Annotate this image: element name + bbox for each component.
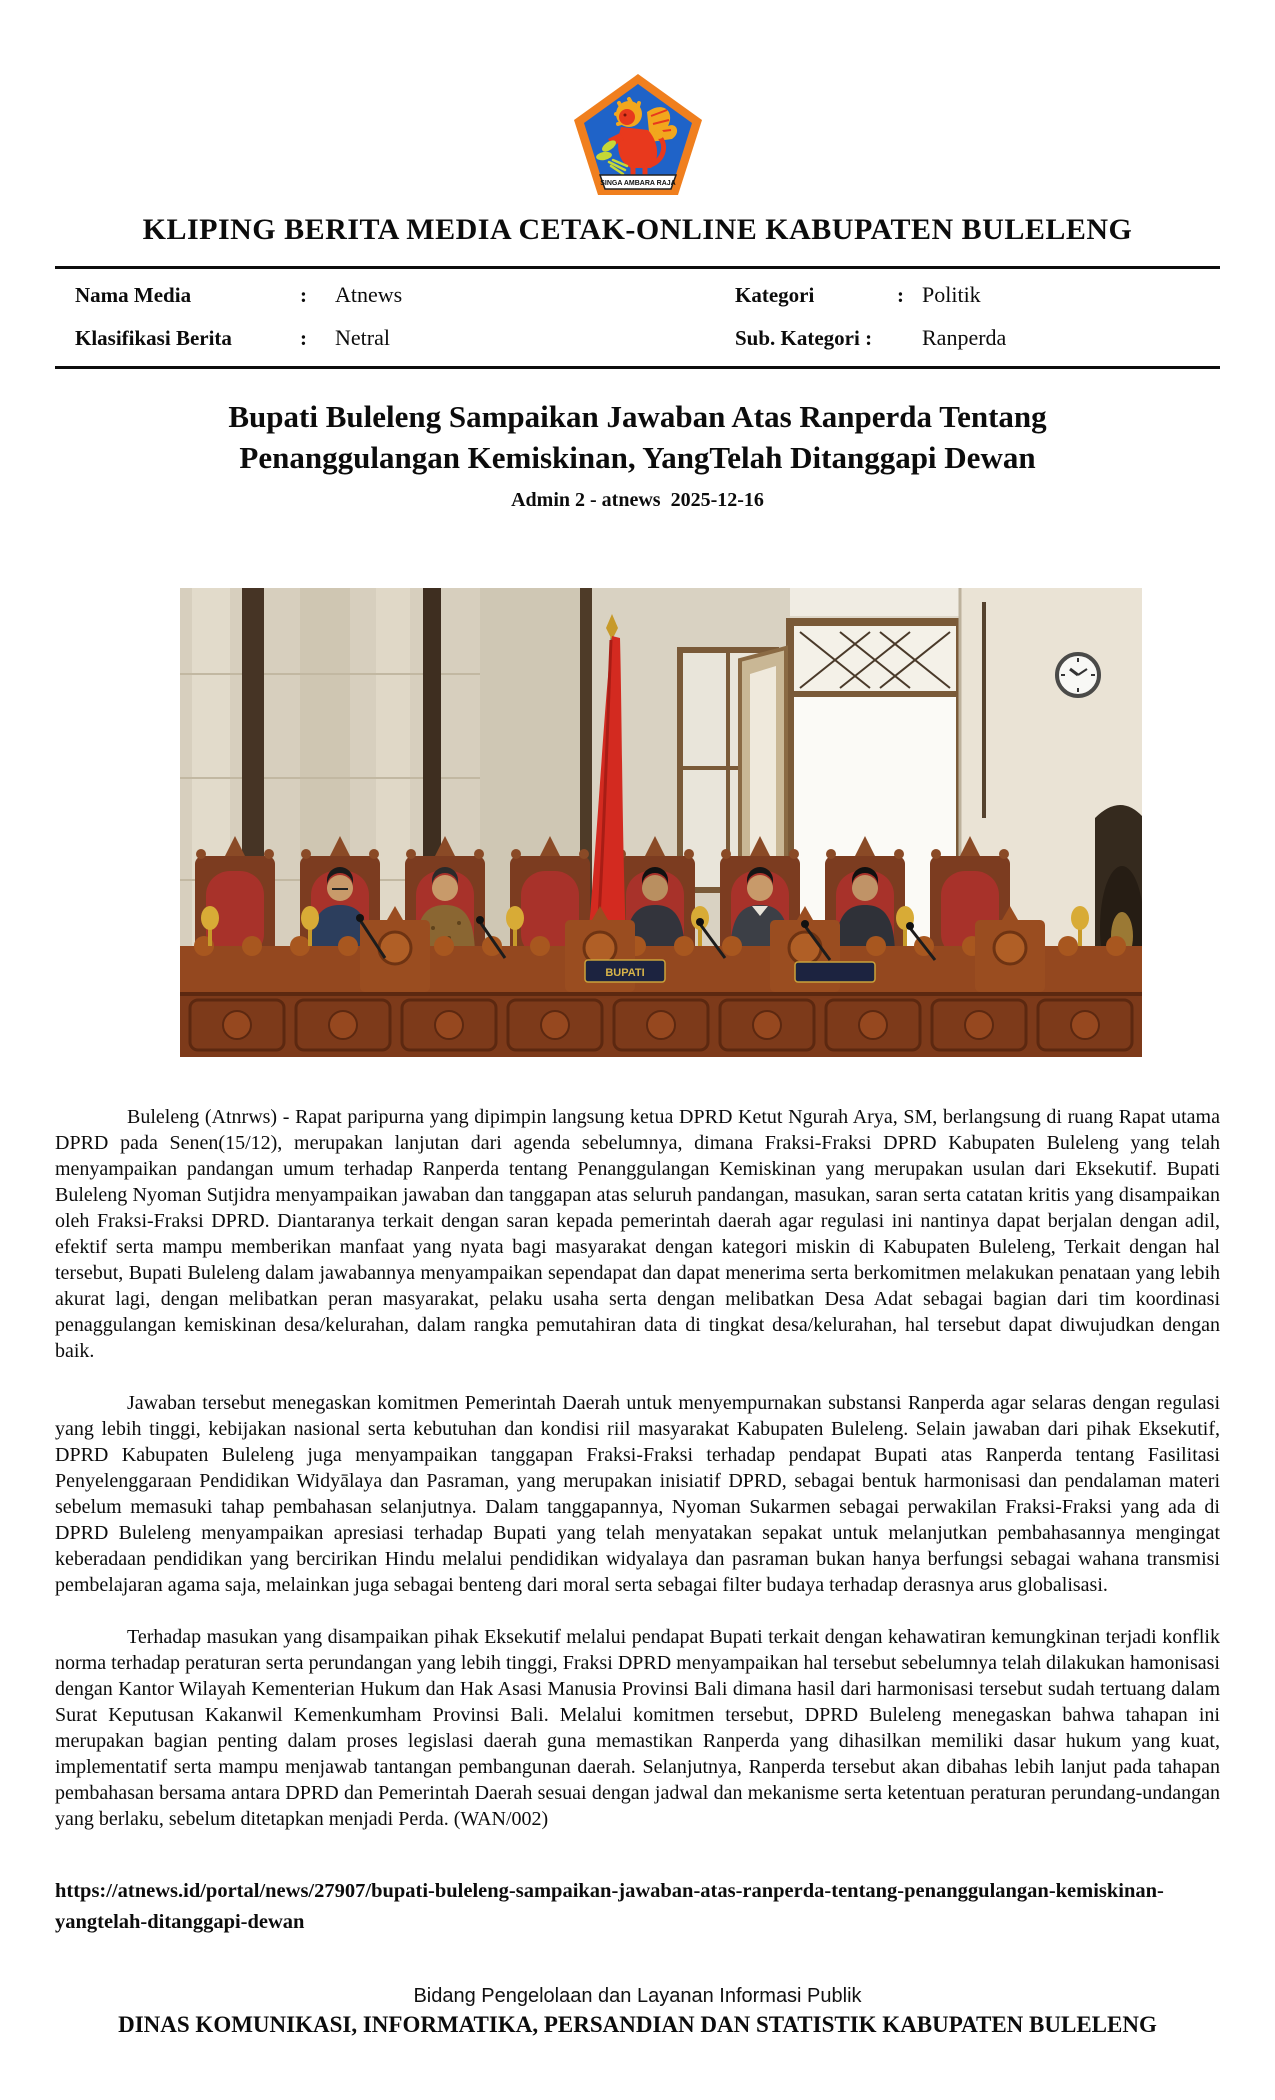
meta-colon: : [300,283,307,307]
footer-division: Bidang Pengelolaan dan Layanan Informasi Publik [413,1985,862,2007]
nameplate-bupati-text: BUPATI [605,967,645,979]
session-photo-illustration [180,588,1142,1057]
article-source-url[interactable]: https://atnews.id/portal/news/27907/bupati-buleleng-sampaikan-jawaban-atas-ranperda-tentang-penanggulangan-kemiskinan-yangtelah-ditanggapi-dewan [55,1880,1164,1933]
nameplate-bupati [585,960,665,982]
meta-value-nama-media: Atnews [335,282,403,307]
paragraph-1: Buleleng (Atnrws) - Rapat paripurna yang dipimpin langsung ketua DPRD Ketut Ngurah Arya, SM, berlangsung di ruang Rapat utama DPRD pada Senen(15/12), merupakan lanjutan dari agenda sebelumnya, dimana Fraksi-Fraksi DPRD Kabupaten Buleleng yang telah menyampaikan pandangan umum terhadap Ranperda tentang Penanggulangan Kemiskinan yang merupakan usulan dari Eksekutif. Bupati Buleleng Nyoman Sutjidra menyampaikan jawaban dan tanggapan atas seluruh pandangan, masukan, saran serta catatan kritis yang disampaikan oleh Fraksi-Fraksi DPRD. Diantaranya terkait dengan saran kepada pemerintah daerah agar regulasi ini nantinya dapat berjalan dengan adil, efektif serta mampu memberikan manfaat yang nyata bagi masyarakat dengan kategori miskin di Kabupaten Buleleng, Terkait dengan hal tersebut, Bupati Buleleng dalam jawabannya menyampaikan sependapat dan dapat menerima serta berkomitmen melakukan penataan yang lebih akurat lagi, dengan melibatkan peran masyarakat, pelaku usaha serta dengan melibatkan Desa Adat sebagai bagian dari tim koordinasi penaggulangan kemiskinan desa/kelurahan, dalam rangka pemutahiran data di tingkat desa/kelurahan, hal tersebut dapat diwujudkan dengan baik. [55,1106,1220,1362]
nameplate-secondary [795,962,875,982]
meta-label-kategori: Kategori [735,283,815,307]
wall-clock [1057,654,1099,696]
meta-colon: : [300,326,307,350]
footer-agency: DINAS KOMUNIKASI, INFORMATIKA, PERSANDIAN DAN STATISTIK KABUPATEN BULELENG [118,2012,1157,2037]
article-body [55,1104,1220,1858]
divider-meta [55,366,1220,369]
article-title-line2: Penanggulangan Kemiskinan, YangTelah Ditanggapi Dewan [239,440,1036,475]
article-title-line1: Bupati Buleleng Sampaikan Jawaban Atas Ranperda Tentang [228,399,1047,434]
meta-label-sub-kategori: Sub. Kategori : [735,326,873,350]
meta-label-klasifikasi: Klasifikasi Berita [75,326,232,350]
meta-value-kategori: Politik [922,282,981,307]
document-title: KLIPING BERITA MEDIA CETAK-ONLINE KABUPATEN BULELENG [142,213,1133,246]
paragraph-2: Jawaban tersebut menegaskan komitmen Pemerintah Daerah untuk menyempurnakan substansi Ranperda agar selaras dengan regulasi yang lebih tinggi, kebijakan nasional serta kebutuhan dan kondisi riil masyarakat Kabupaten Buleleng. Selain jawaban dari pihak Eksekutif, DPRD Kabupaten Buleleng juga menyampaikan tanggapan Fraksi-Fraksi terhadap pendapat Bupati atas Ranperda tentang Fasilitasi Penyelenggaraan Pendidikan Widyālaya dan Pasraman, yang merupakan inisiatif DPRD, sebagai bentuk harmonisasi dan pendalaman materi sebelum memasuki tahap pembahasan selanjutnya. Dalam tanggapannya, Nyoman Sukarmen sebagai perwakilan Fraksi-Fraksi yang ada di DPRD Buleleng menyampaikan apresiasi terhadap Bupati yang telah menyatakan sepakat untuk melanjutkan pembahasannya mengingat keberadaan pendidikan yang bercirikan Hindu melalui pendidikan widyalaya dan pasraman bukan hanya berfungsi sebagai wahana transmisi pembelajaran agama saja, melainkan juga sebagai benteng dari moral serta sebagai filter budaya terhadap derasnya arus globalisasi. [55,1392,1220,1596]
divider-top [55,266,1220,269]
metadata-table [75,282,1205,351]
crest-banner [600,175,676,189]
crest-icon [571,72,705,198]
article-photo [180,588,1142,1057]
crest-banner-text: SINGA AMBARA RAJA [599,180,676,187]
buleleng-crest-logo [571,72,705,198]
paragraph-3: Terhadap masukan yang disampaikan pihak Eksekutif melalui pendapat Bupati terkait dengan kehawatiran kemungkinan terjadi konflik norma terhadap peraturan serta perundangan yang lebih tinggi, Fraksi DPRD menyampaikan hal tersebut sebelumnya telah dilakukan hamonisasi dengan Kantor Wilayah Kementerian Hukum dan Hak Asasi Manusia Provinsi Bali dimana hasil dari harmonisasi tersebut sudah tertuang dalam Surat Keputusan Kakanwil Kemenkumham Provinsi Bali. Melalui komitmen tersebut, DPRD Buleleng menegaskan bahwa tahapan ini merupakan bagian penting dalam proses legislasi daerah guna memastikan Ranperda yang dihasilkan memiliki dasar hukum yang kuat, implementatif serta mampu menjawab tantangan pembangunan daerah. Selanjutnya, Ranperda tersebut akan dibahas lebih lanjut pada tahapan pembahasan bersama antara DPRD dan Pemerintah Daerah sesuai dengan jadwal dan mekanisme serta ketentuan peraturan perundang-undangan yang berlaku, sebelum ditetapkan menjadi Perda. (WAN/002) [55,1626,1220,1830]
mic-stand-pole [982,602,986,818]
meta-colon: : [897,283,904,307]
article-byline: Admin 2 - atnews 2025-12-16 [511,489,764,511]
article-title [0,396,1275,478]
meta-value-klasifikasi: Netral [335,325,390,350]
meta-value-sub-kategori: Ranperda [922,325,1007,350]
meta-label-nama-media: Nama Media [75,283,192,307]
